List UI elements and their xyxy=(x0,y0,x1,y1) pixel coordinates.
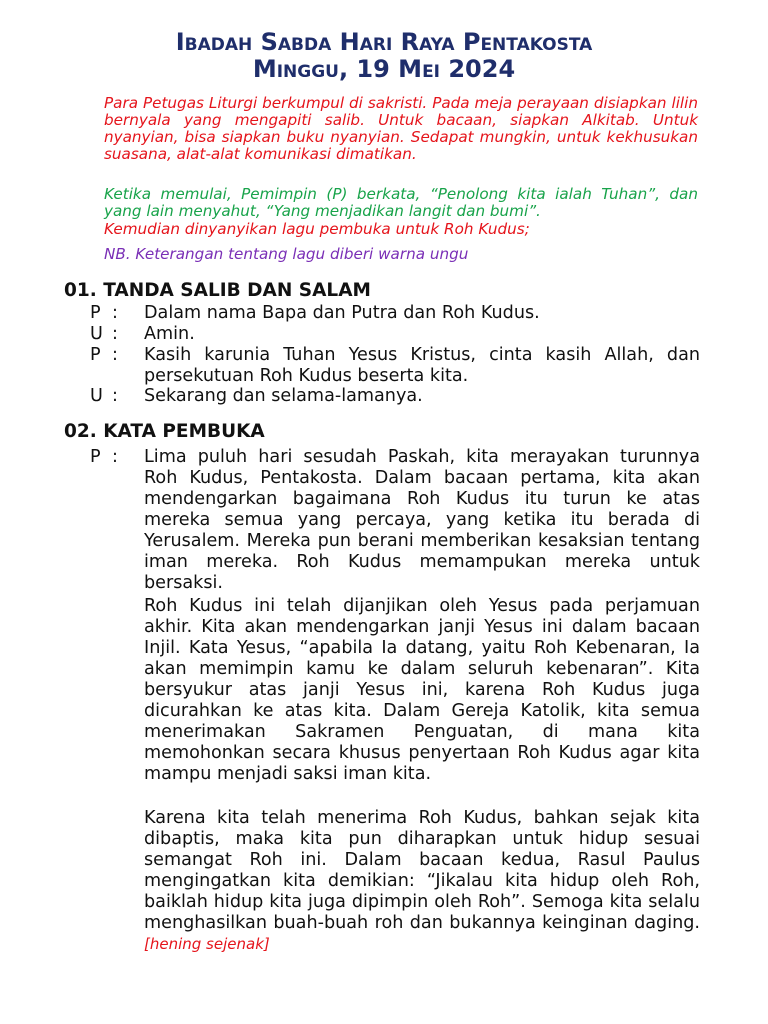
section-heading-kata-pembuka: 02. KATA PEMBUKA xyxy=(64,421,265,442)
paragraph-3-text: Karena kita telah menerima Roh Kudus, bahkan sejak kita dibaptis, maka kita pun diharapkan untuk hidup sesuai semangat Roh ini. Dalam bacaan kedua, Rasul Paulus mengingatkan kita demikian: “Jikalau kita hidup oleh Roh, baiklah hidup kita juga dipimpin oleh Roh”. Semoga kita selalu menghasilkan buah-buah roh dan bukannya keinginan daging. xyxy=(144,808,700,933)
speaker-colon: : xyxy=(112,447,118,467)
dialogue-text: Kasih karunia Tuhan Yesus Kristus, cinta kasih Allah, dan persekutuan Roh Kudus beserta kita. xyxy=(144,345,700,386)
speaker-colon: : xyxy=(112,303,118,323)
rubric-nb: NB. Keterangan tentang lagu diberi warna ungu xyxy=(104,245,469,263)
speaker-label: P xyxy=(90,345,101,365)
speaker-colon: : xyxy=(112,324,118,344)
dialogue-text: Dalam nama Bapa dan Putra dan Roh Kudus. xyxy=(144,303,540,323)
dialogue-text: Amin. xyxy=(144,324,195,344)
speaker-label: P xyxy=(90,447,101,467)
speaker-label: P xyxy=(90,303,101,323)
rubric-song: Kemudian dinyanyikan lagu pembuka untuk Roh Kudus; xyxy=(104,220,530,238)
speaker-colon: : xyxy=(112,386,118,406)
document-title: Ibadah Sabda Hari Raya Pentakosta xyxy=(175,28,593,56)
speaker-label: U xyxy=(90,324,103,344)
paragraph-1: Lima puluh hari sesudah Paskah, kita merayakan turunnya Roh Kudus, Pentakosta. Dalam bacaan pertama, kita akan mendengarkan bagaimana Roh Kudus itu turun ke atas mereka semua yang percaya, yang ketika itu berada di Yerusalem. Mereka pun berani memberikan kesaksian tentang iman mereka. Roh Kudus memampukan mereka untuk bersaksi. xyxy=(144,447,700,593)
speaker-label: U xyxy=(90,386,103,406)
speaker-colon: : xyxy=(112,345,118,365)
dialogue-text: Sekarang dan selama-lamanya. xyxy=(144,386,423,406)
rubric-silence: [hening sejenak] xyxy=(144,935,270,953)
rubric-opening: Ketika memulai, Pemimpin (P) berkata, “Penolong kita ialah Tuhan”, dan yang lain menyahut, “Yang menjadikan langit dan bumi”. xyxy=(104,185,698,220)
rubric-preparation: Para Petugas Liturgi berkumpul di sakristi. Pada meja perayaan disiapkan lilin bernyala yang mengapiti salib. Untuk bacaan, siapkan Alkitab. Untuk nyanyian, bisa siapkan buku nyanyian. Sedapat mungkin, untuk kekhusukan suasana, alat-alat komunikasi dimatikan. xyxy=(104,94,698,163)
paragraph-3 xyxy=(144,808,700,955)
document-date: Minggu, 19 Mei 2024 xyxy=(252,55,516,83)
section-heading-tanda-salib: 01. TANDA SALIB DAN SALAM xyxy=(64,280,371,301)
paragraph-2: Roh Kudus ini telah dijanjikan oleh Yesus pada perjamuan akhir. Kita akan mendengarkan janji Yesus ini dalam bacaan Injil. Kata Yesus, “apabila Ia datang, yaitu Roh Kebenaran, Ia akan memimpin kamu ke dalam seluruh kebenaran”. Kita bersyukur atas janji Yesus ini, karena Roh Kudus juga dicurahkan ke atas kita. Dalam Gereja Katolik, kita semua menerimakan Sakramen Penguatan, di mana kita memohonkan secara khusus penyertaan Roh Kudus agar kita mampu menjadi saksi iman kita. xyxy=(144,596,700,784)
